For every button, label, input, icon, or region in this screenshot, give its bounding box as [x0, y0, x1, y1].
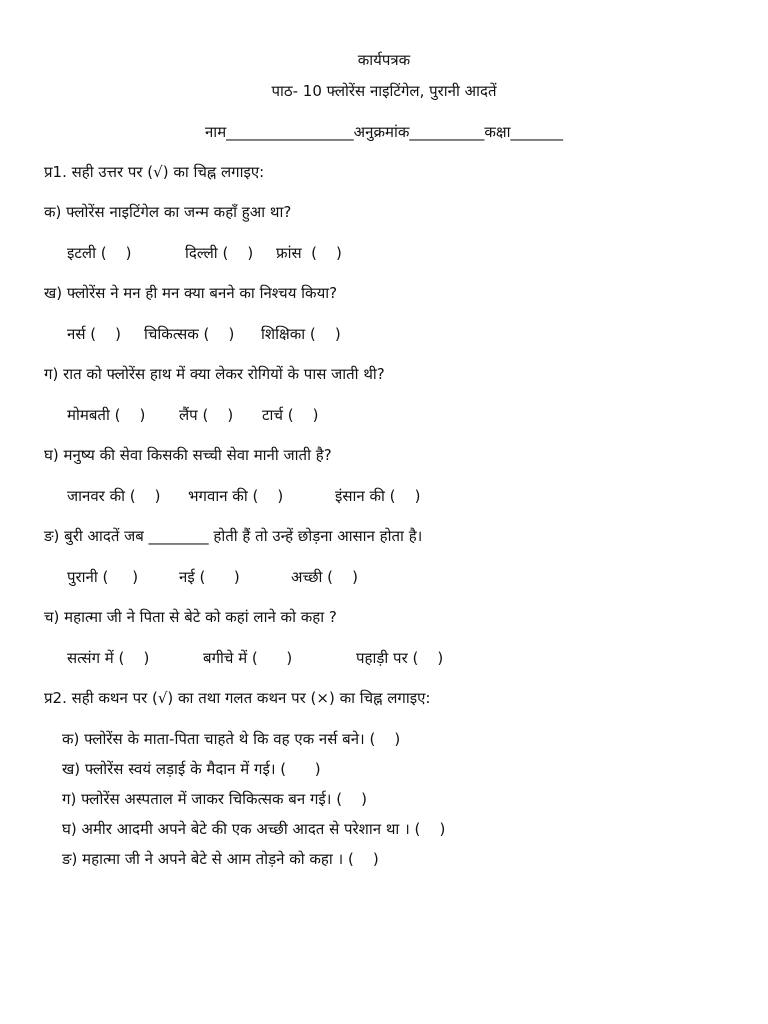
q1-item-c-option-2: लैंप ( ) — [179, 406, 234, 424]
q2-statement-4: घ) अमीर आदमी अपने बेटे की एक अच्छी आदत से परेशान था । ( ) — [62, 820, 446, 838]
q1-item-e-question: ङ) बुरी आदतें जब ________ होती हैं तो उन्हें छोड़ना आसान होता है। — [44, 527, 423, 545]
q1-item-c-question: ग) रात को फ्लोरेंस हाथ में क्या लेकर रोगियों के पास जाती थी? — [44, 365, 385, 383]
q1-item-a-option-1: इटली ( ) — [67, 244, 132, 262]
q1-item-f-option-2: बगीचे में ( ) — [203, 649, 293, 667]
q1-item-c-option-1: मोमबती ( ) — [67, 406, 146, 424]
q1-item-e-option-3: अच्छी ( ) — [291, 568, 358, 586]
q2-statement-3: ग) फ्लोरेंस अस्पताल में जाकर चिकित्सक बन गई। ( ) — [62, 790, 367, 808]
q1-item-e-option-1: पुरानी ( ) — [67, 568, 139, 586]
q2-statement-2: ख) फ्लोरेंस स्वयं लड़ाई के मैदान में गई। ( ) — [62, 760, 321, 778]
q1-item-e-option-2: नई ( ) — [179, 568, 240, 586]
q1-item-b-question: ख) फ्लोरेंस ने मन ही मन क्या बनने का निश्चय किया? — [44, 284, 338, 302]
q1-item-f-question: च) महात्मा जी ने पिता से बेटे को कहां लाने को कहा ? — [44, 608, 337, 626]
q1-item-a-question: क) फ्लोरेंस नाइटिंगेल का जन्म कहाँ हुआ था? — [44, 203, 292, 221]
q1-item-b-option-1: नर्स ( ) — [67, 325, 122, 343]
q1-item-a-option-3: फ्रांस ( ) — [276, 244, 342, 262]
worksheet-title: कार्यपत्रक — [357, 51, 411, 69]
lesson-title: पाठ- 10 फ्लोरेंस नाइटिंगेल, पुरानी आदतें — [271, 82, 497, 100]
q1-item-f-option-1: सत्संग में ( ) — [67, 649, 150, 667]
q1-item-a-option-2: दिल्ली ( ) — [185, 244, 254, 262]
q2-heading: प्र2. सही कथन पर (√) का तथा गलत कथन पर (×) का चिह्न लगाइए: — [44, 689, 431, 707]
q2-statement-1: क) फ्लोरेंस के माता-पिता चाहते थे कि वह एक नर्स बने। ( ) — [62, 730, 401, 748]
student-info-line: नाम_________________अनुक्रमांक__________कक्षा_______ — [204, 123, 564, 141]
q1-item-b-option-3: शिक्षिका ( ) — [261, 325, 341, 343]
q2-statement-5: ङ) महात्मा जी ने अपने बेटे से आम तोड़ने को कहा । ( ) — [62, 850, 379, 868]
q1-item-f-option-3: पहाड़ी पर ( ) — [356, 649, 444, 667]
q1-item-c-option-3: टार्च ( ) — [262, 406, 319, 424]
q1-item-d-question: घ) मनुष्य की सेवा किसकी सच्ची सेवा मानी जाती है? — [44, 446, 332, 464]
q1-heading: प्र1. सही उत्तर पर (√) का चिह्न लगाइए: — [44, 163, 265, 181]
q1-item-d-option-3: इंसान की ( ) — [335, 487, 421, 505]
q1-item-d-option-2: भगवान की ( ) — [188, 487, 284, 505]
q1-item-b-option-2: चिकित्सक ( ) — [144, 325, 235, 343]
q1-item-d-option-1: जानवर की ( ) — [67, 487, 161, 505]
